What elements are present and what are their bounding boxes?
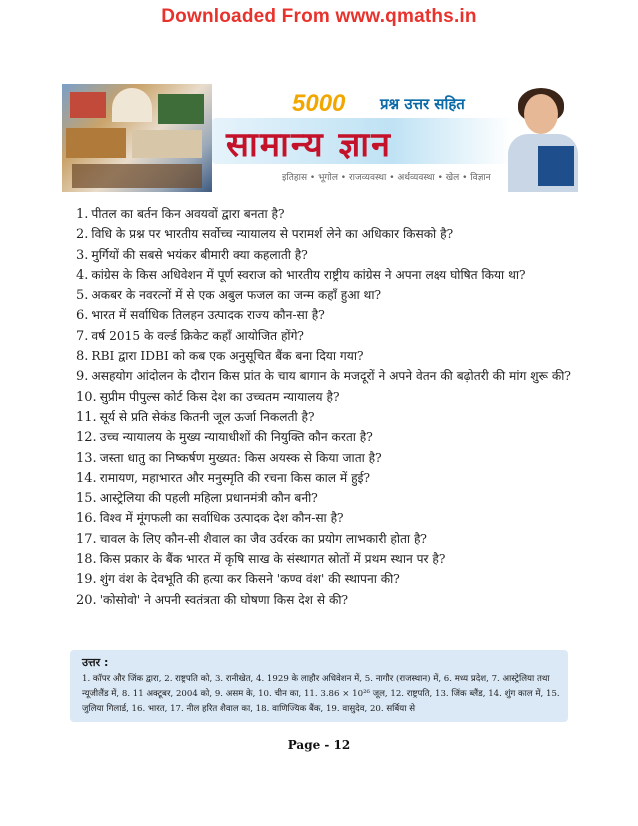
question-text: अकबर के नवरत्नों में से एक अबुल फजल का जन्म कहाँ हुआ था? (91, 288, 382, 303)
question-item (76, 529, 616, 549)
question-number: 20. (76, 592, 97, 608)
question-item (76, 590, 616, 610)
question-item (76, 224, 616, 244)
answer-box (70, 650, 568, 722)
question-item (76, 427, 616, 447)
question-number: 18. (76, 552, 97, 568)
question-item (76, 508, 616, 528)
question-text: विश्व में मूंगफली का सर्वाधिक उत्पादक देश कौन-सा है? (99, 511, 344, 526)
page-number: Page - 12 (287, 738, 351, 752)
question-item (76, 549, 616, 569)
question-text: शुंग वंश के देवभूति की हत्या कर किसने 'कण्व वंश' की स्थापना की? (99, 572, 400, 587)
question-number: 5. (76, 288, 89, 304)
question-number: 11. (76, 409, 97, 425)
question-text: असहयोग आंदोलन के दौरान किस प्रांत के चाय बागान के मजदूरों ने अपने वेतन की बढ़ोतरी की मांग शुरू की? (91, 369, 571, 384)
question-number: 4. (76, 267, 89, 283)
question-item (76, 204, 616, 224)
answer-text: 1. कॉपर और जिंक द्वारा, 2. राष्ट्रपति को, 3. रानीखेत, 4. 1929 के लाहौर अधिवेशन में, 5. नागौर (राजस्थान) में, 6. मध्य प्रदेश, 7. आस्ट्रेलिया तथा न्यूजीलैंड में, 8. 11 अक्टूबर, 2004 को, 9. असम के, 10. चीन का, 11. 3.86 × 10²⁶ जूल, 12. राष्ट्रपति, 13. जिंक ब्लैंड, 14. शुंग काल में, 15. जुलिया गिलार्ड, 16. भारत, 17. नील हरित शैवाल का, 18. वाणिज्यिक बैंक, 19. वासुदेव, 20. सर्बिया से (82, 674, 560, 715)
question-number: 7. (76, 328, 89, 344)
question-text: 'कोसोवो' ने अपनी स्वतंत्रता की घोषणा किस देश से की? (99, 592, 349, 607)
question-item (76, 305, 616, 325)
header-count: 5000 (292, 90, 346, 117)
landmark-collage-image (62, 84, 212, 192)
question-item (76, 468, 616, 488)
question-item (76, 285, 616, 305)
download-banner: Downloaded From www.qmaths.in (161, 6, 477, 27)
question-number: 3. (76, 247, 89, 263)
question-number: 6. (76, 308, 89, 324)
question-text: उच्च न्यायालय के मुख्य न्यायाधीशों की नियुक्ति कौन करता है? (99, 430, 373, 445)
question-item (76, 448, 616, 468)
question-text: आस्ट्रेलिया की पहली महिला प्रधानमंत्री कौन बनी? (99, 491, 318, 506)
question-text: सुप्रीम पीपुल्स कोर्ट किस देश का उच्चतम न्यायालय है? (99, 389, 340, 404)
question-number: 19. (76, 572, 97, 588)
question-text: चावल के लिए कौन-सी शैवाल का जैव उर्वरक का प्रयोग लाभकारी होता है? (99, 531, 427, 546)
question-number: 14. (76, 470, 97, 486)
header-title-box (212, 118, 512, 164)
question-text: जस्ता धातु का निष्कर्षण मुख्यत: किस अयस्क से किया जाता है? (99, 450, 382, 465)
header-title: सामान्य ज्ञान (226, 125, 392, 165)
question-number: 12. (76, 430, 97, 446)
question-number: 1. (76, 207, 89, 222)
question-text: वर्ष 2015 के वर्ल्ड क्रिकेट कहाँ आयोजित होंगे? (91, 328, 304, 343)
question-text: रामायण, महाभारत और मनुस्मृति की रचना किस काल में हुई? (99, 470, 371, 485)
question-item (76, 387, 616, 407)
student-image (502, 88, 582, 192)
question-item (76, 245, 616, 265)
question-text: कांग्रेस के किस अधिवेशन में पूर्ण स्वराज को भारतीय राष्ट्रीय कांग्रेस ने अपना लक्ष्य घोषित किया था? (91, 267, 526, 282)
header-subtitle: प्रश्न उत्तर सहित (380, 95, 465, 113)
question-text: पीतल का बर्तन किन अवयवों द्वारा बनता है? (91, 207, 285, 221)
question-text: विधि के प्रश्न पर भारतीय सर्वोच्च न्यायालय से परामर्श लेने का अधिकार किसको है? (91, 227, 454, 242)
question-list (76, 204, 616, 610)
question-item (76, 326, 616, 346)
question-item (76, 407, 616, 427)
question-number: 9. (76, 369, 89, 385)
question-number: 16. (76, 511, 97, 527)
question-number: 2. (76, 227, 89, 243)
book-header-image (62, 84, 590, 192)
question-item (76, 346, 616, 366)
question-text: मुर्गियों की सबसे भयंकर बीमारी क्या कहलाती है? (91, 247, 308, 262)
header-topics: इतिहास • भूगोल • राजव्यवस्था • अर्थव्यवस्था • खेल • विज्ञान (282, 173, 491, 183)
question-number: 8. (76, 349, 89, 365)
answer-title: उत्तर : (82, 656, 109, 669)
question-number: 17. (76, 531, 97, 547)
question-number: 13. (76, 450, 97, 466)
question-item (76, 265, 616, 285)
question-item (76, 569, 616, 589)
question-text: RBI द्वारा IDBI को कब एक अनुसूचित बैंक बना दिया गया? (91, 349, 364, 364)
question-text: सूर्य से प्रति सेकंड कितनी जूल ऊर्जा निकलती है? (99, 409, 315, 424)
header-band (212, 84, 590, 192)
question-number: 10. (76, 389, 97, 405)
question-number: 15. (76, 491, 97, 507)
question-text: भारत में सर्वाधिक तिलहन उत्पादक राज्य कौन-सा है? (91, 308, 325, 323)
question-text: किस प्रकार के बैंक भारत में कृषि साख के संस्थागत स्रोतों में प्रथम स्थान पर है? (99, 552, 446, 567)
question-item (76, 488, 616, 508)
question-item (76, 366, 616, 386)
